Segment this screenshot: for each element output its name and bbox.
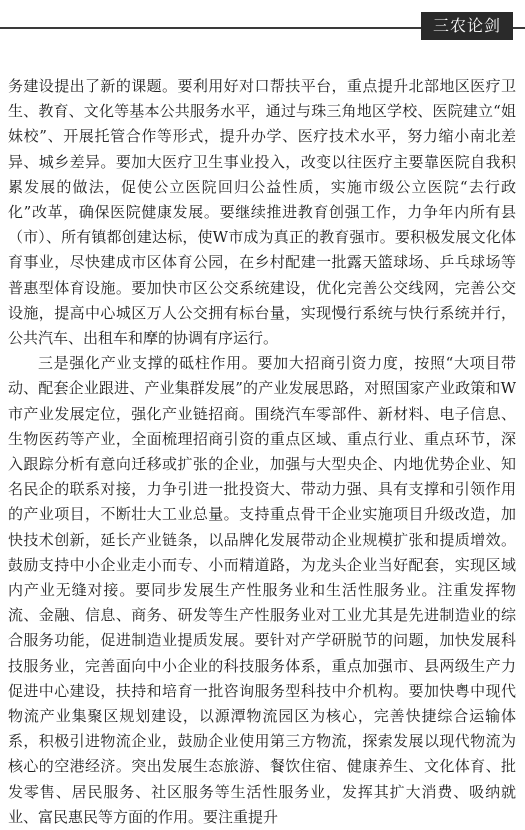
- article-paragraph-continued: 务建设提出了新的课题。要利用好对口帮扶平台，重点提升北部地区医疗卫生、教育、文化等基本公共服务水平，通过与珠三角地区学校、医院建立“姐妹校”、开展托管合作等形式，提升办学、医疗技术水平，努力缩小南北差异、城乡差异。要加大医疗卫生事业投入，改变以往医疗主要靠医院自我积累发展的做法，促使公立医院回归公益性质，实施市级公立医院“去行政化”改革，确保医院健康发展。要继续推进教育创强工作，力争年内所有县（市）、所有镇都创建达标，使W市成为真正的教育强市。要积极发展文化体育事业，尽快建成市区体育公园，在乡村配建一批露天篮球场、乒乓球场等普惠型体育设施。要加快市区公交系统建设，优化完善公交线网，完善公交设施，提高中心城区万人公交拥有标台量，实现慢行系统与快行系统并行，公共汽车、出租车和摩的协调有序运行。: [8, 77, 516, 348]
- column-label: 三农论剑: [421, 12, 513, 40]
- article-body: [8, 74, 516, 830]
- article-paragraph-industry-support: 三是强化产业支撑的砥柱作用。要加大招商引资力度，按照“大项目带动、配套企业跟进、产业集群发展”的产业发展思路，对照国家产业政策和W市产业发展定位，强化产业链招商。围绕汽车零部件、新材料、电子信息、生物医药等产业，全面梳理招商引资的重点区域、重点行业、重点环节，深入跟踪分析有意向迁移或扩张的企业，加强与大型央企、内地优势企业、知名民企的联系对接，力争引进一批投资大、带动力强、具有支撑和引领作用的产业项目，不断壮大工业总量。支持重点骨干企业实施项目升级改造，加快技术创新，延长产业链条，以品牌化发展带动企业规模扩张和提质增效。鼓励支持中小企业走小而专、小而精道路，为龙头企业当好配套，实现区域内产业无缝对接。要同步发展生产性服务业和生活性服务业。注重发挥物流、金融、信息、商务、研发等生产性服务业对工业尤其是先进制造业的综合服务功能，促进制造业提质发展。要针对产学研脱节的问题，加快发展科技服务业，完善面向中小企业的科技服务体系，重点加强市、县两级生产力促进中心建设，扶持和培育一批咨询服务型科技中介机构。要加快粤中现代物流产业集聚区规划建设，以源潭物流园区为核心，完善快捷综合运输体系，积极引进物流企业，鼓励企业使用第三方物流，探索发展以现代物流为核心的空港经济。突出发展生态旅游、餐饮住宿、健康养生、文化体育、批发零售、居民服务、社区服务等生活性服务业，发挥其扩大消费、吸纳就业、富民惠民等方面的作用。要注重提升: [8, 354, 516, 826]
